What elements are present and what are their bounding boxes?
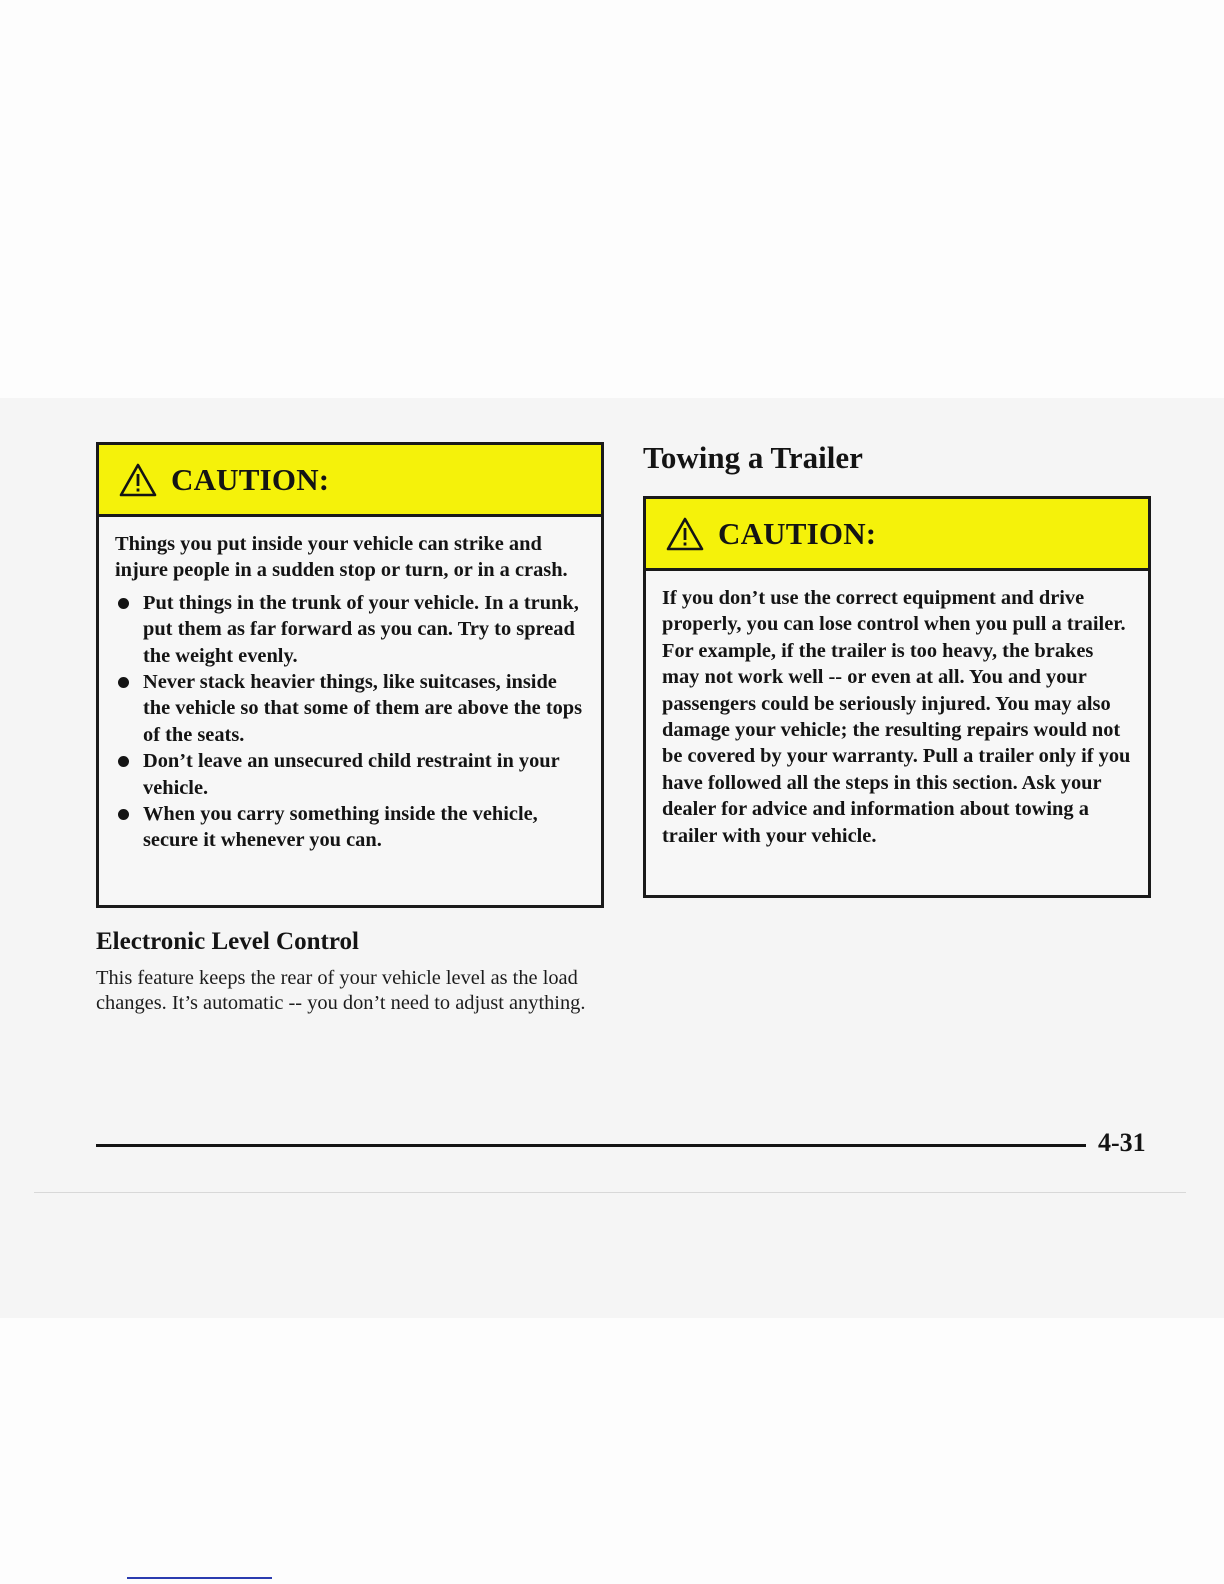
page-number: 4-31 — [1098, 1128, 1146, 1157]
divider — [34, 1192, 1186, 1193]
caution-bullet-list — [115, 590, 587, 854]
section-heading-towing: Towing a Trailer — [643, 440, 863, 475]
caution-body — [99, 517, 601, 866]
divider — [127, 1577, 272, 1579]
list-item: Never stack heavier things, like suitcases, inside the vehicle so that some of them are above the tops of the seats. — [115, 669, 587, 748]
section-heading-electronic-level-control: Electronic Level Control — [96, 928, 359, 955]
caution-title: CAUTION: — [171, 461, 330, 497]
caution-body — [646, 571, 1148, 861]
warning-triangle-icon — [666, 517, 704, 551]
caution-intro: Things you put inside your vehicle can strike and injure people in a sudden stop or turn, or in a crash. — [115, 533, 568, 582]
footer-rule — [96, 1144, 1086, 1147]
caution-box-towing — [643, 496, 1151, 898]
section-text-electronic-level-control: This feature keeps the rear of your vehicle level as the load changes. It’s automatic -- you don’t need to adjust anything. — [96, 967, 586, 1014]
list-item: Don’t leave an unsecured child restraint in your vehicle. — [115, 748, 587, 801]
caution-box-cargo — [96, 442, 604, 908]
caution-header — [99, 445, 601, 517]
caution-text: If you don’t use the correct equipment and drive properly, you can lose control when you pull a trailer. For example, if the trailer is too heavy, the brakes may not work well -- or even at all. You and your passengers could be seriously injured. You may also damage your vehicle; the resulting repairs would not be covered by your warranty. Pull a trailer only if you have followed all the steps in this section. Ask your dealer for advice and information about towing a trailer with your vehicle. — [662, 587, 1131, 847]
list-item: When you carry something inside the vehicle, secure it whenever you can. — [115, 801, 587, 854]
list-item: Put things in the trunk of your vehicle. In a trunk, put them as far forward as you can. Try to spread the weight evenly. — [115, 590, 587, 669]
caution-header — [646, 499, 1148, 571]
caution-title: CAUTION: — [718, 515, 877, 551]
warning-triangle-icon — [119, 463, 157, 497]
